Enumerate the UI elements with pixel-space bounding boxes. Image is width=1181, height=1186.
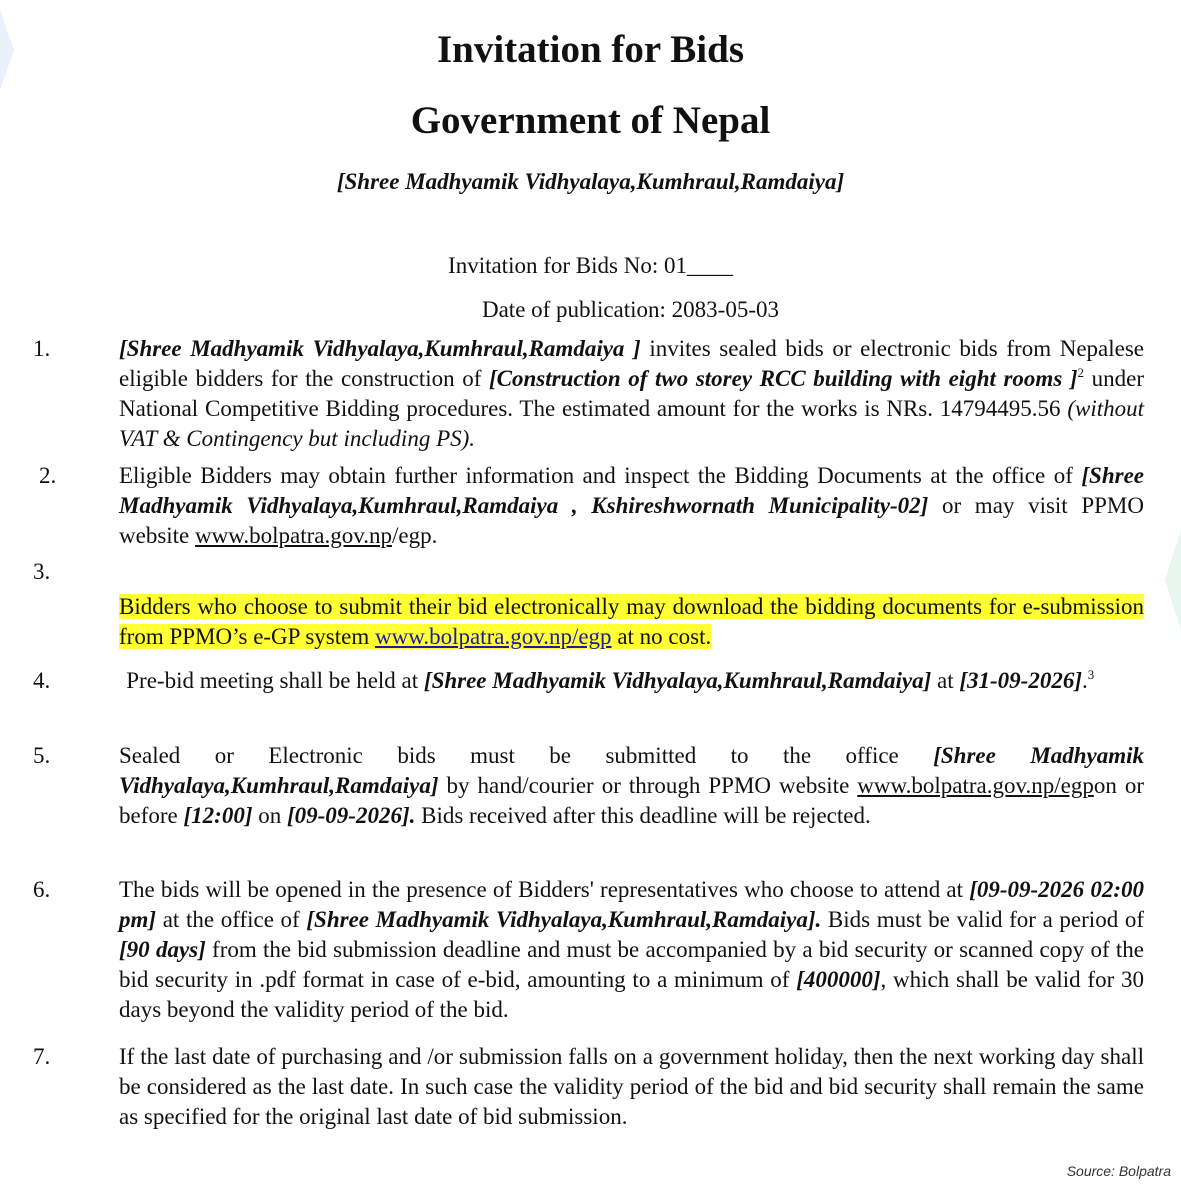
item-number: 4. <box>33 668 51 693</box>
item-number: 6. <box>33 877 51 902</box>
publication-date: Date of publication: 2083-05-03 <box>481 297 779 322</box>
item-number: 2. <box>39 463 57 488</box>
item-number: 7. <box>33 1044 51 1069</box>
item-number: 5. <box>33 743 51 768</box>
source-credit: Source: Bolpatra <box>1066 1163 1171 1179</box>
item-text: Eligible Bidders may obtain further information and inspect the Bidding Documents at the office of [Shree Madhyamik Vidhyalaya,Kumhraul,Ramdaiya , Kshireshwornath Municipality-02] or may visit PPMO website www.bolpatra.gov.np/egp. <box>119 463 1144 548</box>
item-text: 4. Pre-bid meeting shall be held at [Shree Madhyamik Vidhyalaya,Kumhraul,Ramdaiya] at [31-09-2026].$^3$ <box>33 667 1095 693</box>
item-text: The bids will be opened in the presence of Bidders' representatives who choose to attend at [09-09-2026 02:00 pm] at the office of [Shree Madhyamik Vidhyalaya,Kumhraul,Ramdaiya]. Bids must be valid for a period of [90 days] from the bid submission deadline and must be accompanied by a bid security or scanned copy of the bid security in .pdf format in case of e-bid, amounting to a minimum of [400000], which shall be valid for 30 days beyond the validity period of the bid. <box>119 877 1144 1022</box>
egp-link[interactable]: www.bolpatra.gov.np/egp <box>375 624 612 649</box>
egp-link[interactable]: www.bolpatra.gov.np/egp <box>857 773 1094 798</box>
item-text: Sealed or Electronic bids must be submitted to the office [Shree Madhyamik Vidhyalaya,Kumhraul,Ramdaiya] by hand/courier or through PPMO website www.bolpatra.gov.np/egpon or before [12:00] on [09-09-2026]. Bids received after this deadline will be rejected. <box>119 743 1144 828</box>
item-text: [Shree Madhyamik Vidhyalaya,Kumhraul,Ramdaiya ] invites sealed bids or electronic bids from Nepalese eligible bidders for the construction of [Construction of two storey RCC building with eight rooms ]$^2$ under National Competitive Bidding procedures. The estimated amount for the works is NRs. 14794495.56 (without VAT & Contingency but including PS). <box>119 336 1145 451</box>
item-text: If the last date of purchasing and /or submission falls on a government holiday, then the next working day shall be considered as the last date. In such case the validity period of the bid and bid security shall remain the same as specified for the original last date of bid submission. <box>119 1044 1144 1129</box>
highlighted-text: Bidders who choose to submit their bid electronically may download the bidding documents for e-submission from PPMO’s e-GP system www.bolpatra.gov.np/egp at no cost. <box>119 594 1144 649</box>
decorative-edge-mark <box>1165 530 1181 630</box>
ifb-number: Invitation for Bids No: 01____ <box>448 253 733 278</box>
item-number: 1. <box>33 336 51 361</box>
item-number: 3. <box>33 559 51 584</box>
page-subtitle: Government of Nepal <box>410 99 771 142</box>
item-text <box>119 592 1144 652</box>
page-title: Invitation for Bids <box>436 28 744 71</box>
bolpatra-link[interactable]: www.bolpatra.gov.np <box>195 523 392 548</box>
office-name: [Shree Madhyamik Vidhyalaya,Kumhraul,Ramdaiya] <box>336 169 845 194</box>
